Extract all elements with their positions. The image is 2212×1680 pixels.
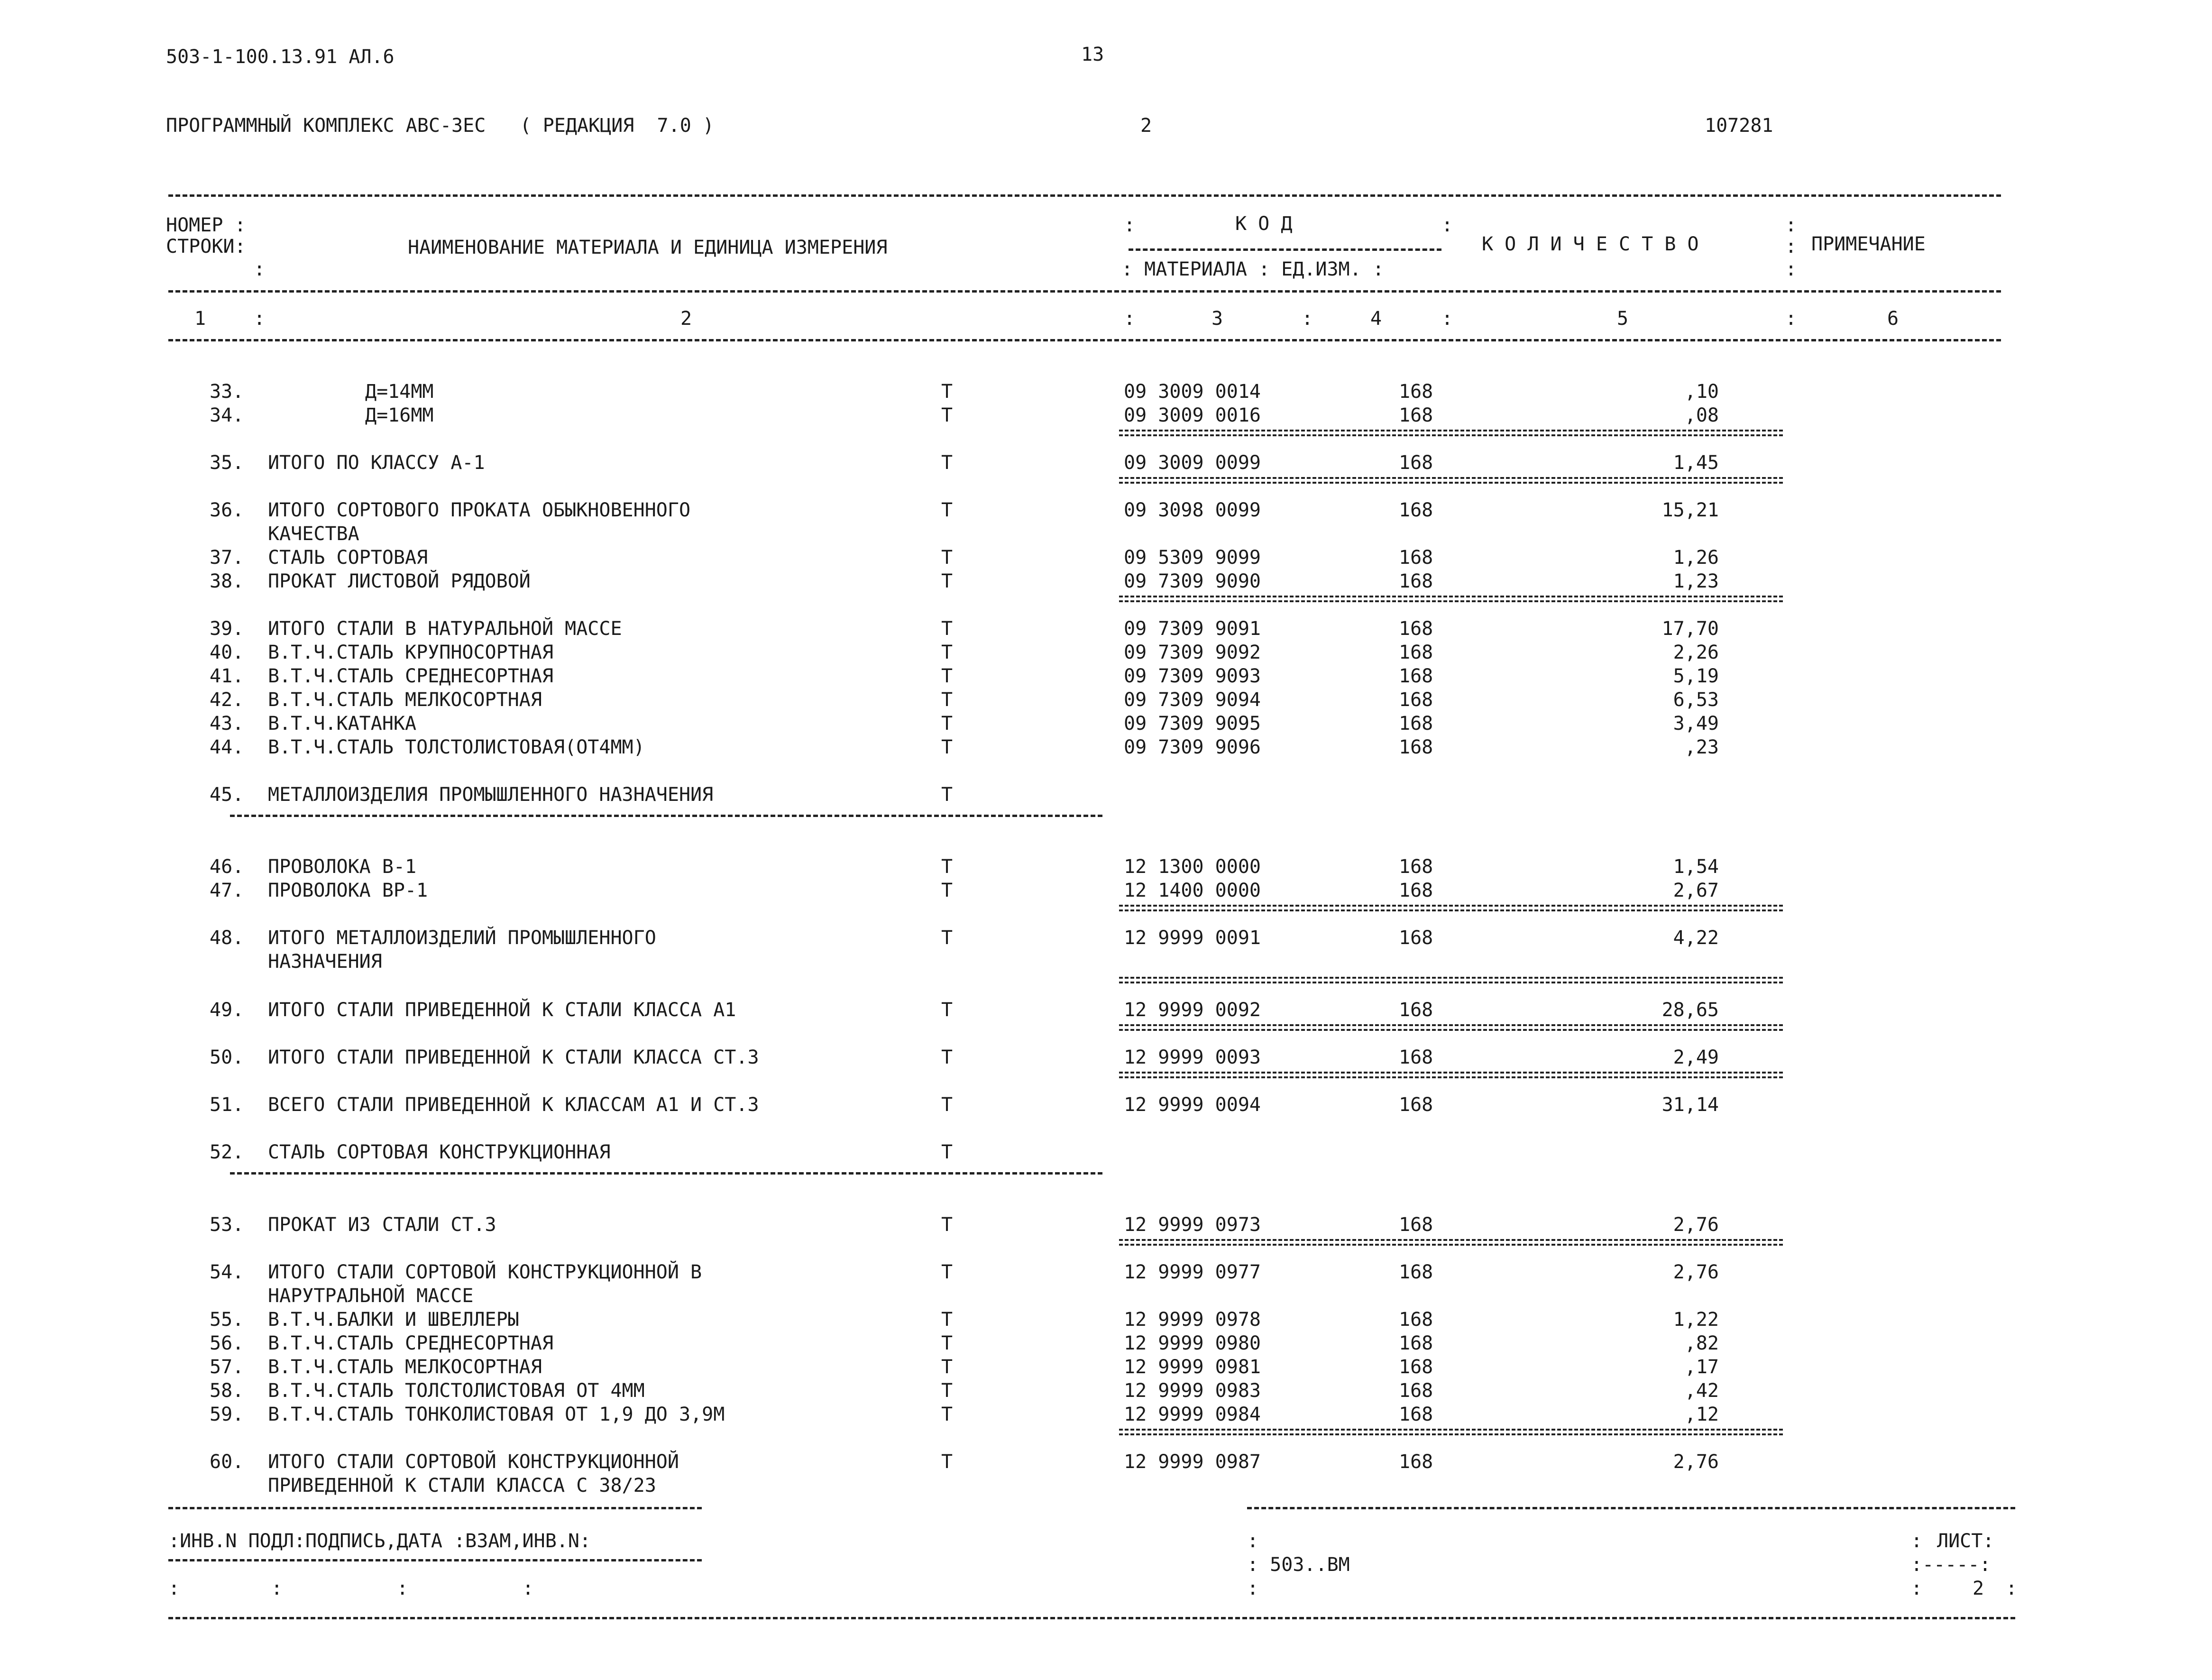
row-name: В.Т.Ч.СТАЛЬ МЕЛКОСОРТНАЯ xyxy=(268,1356,542,1378)
row-name: ИТОГО СТАЛИ В НАТУРАЛЬНОЙ МАССЕ xyxy=(268,618,622,640)
row-unit-code: 168 xyxy=(1399,1332,1433,1354)
header-kod-rule xyxy=(1129,248,1441,251)
total-rule xyxy=(1119,1072,1783,1078)
header-colon: : xyxy=(1785,258,1797,280)
section-number: 52. xyxy=(210,1141,244,1163)
header-colon: : xyxy=(1785,214,1797,236)
program-title: ПРОГРАММНЫЙ КОМПЛЕКС АВС-3ЕС ( РЕДАКЦИЯ 7.0 ) xyxy=(166,115,714,137)
total-rule xyxy=(1119,977,1783,983)
row-name: ИТОГО СТАЛИ СОРТОВОЙ КОНСТРУКЦИОННОЙ xyxy=(268,1451,679,1473)
row-unit-code: 168 xyxy=(1399,1094,1433,1116)
row-name: В.Т.Ч.СТАЛЬ ТОЛСТОЛИСТОВАЯ(ОТ4ММ) xyxy=(268,736,645,758)
row-unit-code: 168 xyxy=(1399,1261,1433,1283)
row-number: 47. xyxy=(210,880,244,901)
row-code: 12 9999 0987 xyxy=(1124,1451,1261,1473)
row-code: 12 1300 0000 xyxy=(1124,856,1261,878)
document-code: 503-1-100.13.91 АЛ.6 xyxy=(166,46,395,68)
sheet-label: ЛИСТ: xyxy=(1937,1530,1994,1552)
row-code: 12 9999 0093 xyxy=(1124,1047,1261,1068)
row-unit: Т xyxy=(941,1356,953,1378)
row-name-continuation: ПРИВЕДЕННОЙ К СТАЛИ КЛАССА С 38/23 xyxy=(268,1475,656,1496)
header-colon: : xyxy=(1785,236,1797,257)
row-name-continuation: НАРУТРАЛЬНОЙ МАССЕ xyxy=(268,1285,474,1307)
row-name: Д=16ММ xyxy=(365,404,434,426)
row-quantity: 28,65 xyxy=(1661,999,1719,1021)
header-number-b: СТРОКИ: xyxy=(166,236,246,257)
total-rule xyxy=(1119,1024,1783,1031)
row-quantity: 2,26 xyxy=(1673,642,1719,663)
total-rule xyxy=(1119,905,1783,911)
row-quantity: ,17 xyxy=(1684,1356,1719,1378)
row-name: ИТОГО ПО КЛАССУ А-1 xyxy=(268,452,485,474)
row-number: 46. xyxy=(210,856,244,878)
sheet-number: 2 xyxy=(1140,115,1152,137)
section-heading: МЕТАЛЛОИЗДЕЛИЯ ПРОМЫШЛЕННОГО НАЗНАЧЕНИЯ xyxy=(268,784,714,806)
row-unit-code: 168 xyxy=(1399,547,1433,569)
header-colon: : xyxy=(1124,214,1136,236)
row-unit: Т xyxy=(941,880,953,901)
row-name: В.Т.Ч.БАЛКИ И ШВЕЛЛЕРЫ xyxy=(268,1309,519,1331)
row-code: 12 9999 0978 xyxy=(1124,1309,1261,1331)
row-code: 09 3009 0014 xyxy=(1124,381,1261,403)
row-code: 09 7309 9092 xyxy=(1124,642,1261,663)
row-number: 35. xyxy=(210,452,244,474)
row-unit-code: 168 xyxy=(1399,1404,1433,1425)
row-unit: Т xyxy=(941,1047,953,1068)
stamp-colon: :-----: xyxy=(1911,1554,1991,1576)
total-rule xyxy=(1119,1429,1783,1435)
row-code: 09 3009 0016 xyxy=(1124,404,1261,426)
column-colon: : xyxy=(254,308,266,330)
row-number: 60. xyxy=(210,1451,244,1473)
row-quantity: 15,21 xyxy=(1661,499,1719,521)
row-unit: Т xyxy=(941,665,953,687)
row-quantity: 3,49 xyxy=(1673,713,1719,734)
row-code: 09 3009 0099 xyxy=(1124,452,1261,474)
row-name: СТАЛЬ СОРТОВАЯ xyxy=(268,547,428,569)
row-unit-code: 168 xyxy=(1399,880,1433,901)
row-number: 54. xyxy=(210,1261,244,1283)
row-code: 09 5309 9099 xyxy=(1124,547,1261,569)
column-numbers-rule xyxy=(168,339,2001,341)
section-rule xyxy=(230,815,1102,817)
header-note: ПРИМЕЧАНИЕ xyxy=(1811,233,1926,255)
row-quantity: 1,26 xyxy=(1673,547,1719,569)
row-name: ВСЕГО СТАЛИ ПРИВЕДЕННОЙ К КЛАССАМ А1 И СТ.3 xyxy=(268,1094,759,1116)
row-quantity: 5,19 xyxy=(1673,665,1719,687)
row-number: 37. xyxy=(210,547,244,569)
row-number: 40. xyxy=(210,642,244,663)
row-unit: Т xyxy=(941,1380,953,1402)
row-unit: Т xyxy=(941,713,953,734)
row-number: 39. xyxy=(210,618,244,640)
row-code: 12 9999 0981 xyxy=(1124,1356,1261,1378)
row-name: ПРОВОЛОКА ВР-1 xyxy=(268,880,428,901)
row-unit-code: 168 xyxy=(1399,642,1433,663)
column-colon: : xyxy=(1124,308,1136,330)
row-unit: Т xyxy=(941,618,953,640)
row-unit: Т xyxy=(941,499,953,521)
stamp-colon: : xyxy=(1911,1530,1923,1552)
row-unit-code: 168 xyxy=(1399,856,1433,878)
row-number: 33. xyxy=(210,381,244,403)
row-quantity: 2,67 xyxy=(1673,880,1719,901)
column-number-1: 1 xyxy=(194,308,206,330)
stamp-top-rule-left xyxy=(168,1507,702,1509)
total-rule xyxy=(1119,596,1783,602)
row-number: 38. xyxy=(210,570,244,592)
row-unit-code: 168 xyxy=(1399,499,1433,521)
row-name: В.Т.Ч.СТАЛЬ ТОЛСТОЛИСТОВАЯ ОТ 4ММ xyxy=(268,1380,645,1402)
row-name: В.Т.Ч.КАТАНКА xyxy=(268,713,417,734)
row-quantity: 17,70 xyxy=(1661,618,1719,640)
row-quantity: 2,76 xyxy=(1673,1261,1719,1283)
row-name: ИТОГО СОРТОВОГО ПРОКАТА ОБЫКНОВЕННОГО xyxy=(268,499,691,521)
row-number: 51. xyxy=(210,1094,244,1116)
row-code: 12 9999 0984 xyxy=(1124,1404,1261,1425)
row-quantity: 2,76 xyxy=(1673,1451,1719,1473)
row-quantity: 1,22 xyxy=(1673,1309,1719,1331)
row-unit: Т xyxy=(941,1332,953,1354)
document-id: 107281 xyxy=(1705,115,1773,137)
section-unit: Т xyxy=(941,1141,953,1163)
stamp-fields: :ИНВ.N ПОДЛ:ПОДПИСЬ,ДАТА :ВЗАМ,ИНВ.N: xyxy=(168,1530,591,1552)
row-quantity: ,23 xyxy=(1684,736,1719,758)
total-rule xyxy=(1119,477,1783,484)
row-number: 55. xyxy=(210,1309,244,1331)
row-unit: Т xyxy=(941,404,953,426)
row-number: 56. xyxy=(210,1332,244,1354)
row-name-continuation: НАЗНАЧЕНИЯ xyxy=(268,951,382,973)
row-number: 41. xyxy=(210,665,244,687)
column-colon: : xyxy=(1302,308,1313,330)
header-kod-subtitle: : МАТЕРИАЛА : ЕД.ИЗМ. : xyxy=(1121,258,1384,280)
sheet-value: 2 xyxy=(1973,1578,1984,1599)
row-quantity: 2,76 xyxy=(1673,1214,1719,1236)
row-unit-code: 168 xyxy=(1399,999,1433,1021)
header-kod: К О Д xyxy=(1235,213,1293,235)
row-unit: Т xyxy=(941,547,953,569)
row-number: 59. xyxy=(210,1404,244,1425)
section-rule xyxy=(230,1172,1102,1175)
row-unit-code: 168 xyxy=(1399,927,1433,949)
row-unit-code: 168 xyxy=(1399,1309,1433,1331)
row-name: В.Т.Ч.СТАЛЬ ТОНКОЛИСТОВАЯ ОТ 1,9 ДО 3,9М xyxy=(268,1404,725,1425)
row-unit: Т xyxy=(941,856,953,878)
row-number: 34. xyxy=(210,404,244,426)
row-code: 09 7309 9095 xyxy=(1124,713,1261,734)
row-unit: Т xyxy=(941,570,953,592)
header-colon: : xyxy=(1441,214,1453,236)
header-quantity: К О Л И Ч Е С Т В О xyxy=(1482,233,1699,255)
header-number-a: НОМЕР : xyxy=(166,214,246,236)
total-rule xyxy=(1119,430,1783,436)
stamp-colon: : xyxy=(1911,1578,1923,1599)
stamp-colon: : xyxy=(2006,1578,2018,1599)
row-unit-code: 168 xyxy=(1399,570,1433,592)
row-unit: Т xyxy=(941,689,953,711)
row-name: В.Т.Ч.СТАЛЬ СРЕДНЕСОРТНАЯ xyxy=(268,1332,554,1354)
row-number: 49. xyxy=(210,999,244,1021)
row-code: 12 9999 0091 xyxy=(1124,927,1261,949)
row-unit: Т xyxy=(941,1094,953,1116)
column-number-2: 2 xyxy=(680,308,692,330)
row-code: 12 9999 0983 xyxy=(1124,1380,1261,1402)
row-code: 12 1400 0000 xyxy=(1124,880,1261,901)
row-unit-code: 168 xyxy=(1399,404,1433,426)
stamp-mid-rule xyxy=(168,1559,702,1561)
row-unit-code: 168 xyxy=(1399,1047,1433,1068)
stamp-colon: : 503..ВМ xyxy=(1247,1554,1350,1576)
column-number-4: 4 xyxy=(1370,308,1382,330)
row-unit: Т xyxy=(941,381,953,403)
row-unit-code: 168 xyxy=(1399,1356,1433,1378)
row-name-continuation: КАЧЕСТВА xyxy=(268,523,359,545)
row-number: 43. xyxy=(210,713,244,734)
column-colon: : xyxy=(1785,308,1797,330)
section-number: 45. xyxy=(210,784,244,806)
row-name: В.Т.Ч.СТАЛЬ СРЕДНЕСОРТНАЯ xyxy=(268,665,554,687)
row-number: 42. xyxy=(210,689,244,711)
row-unit-code: 168 xyxy=(1399,665,1433,687)
row-unit: Т xyxy=(941,927,953,949)
row-number: 53. xyxy=(210,1214,244,1236)
header-bottom-rule xyxy=(168,290,2001,293)
row-code: 09 7309 9093 xyxy=(1124,665,1261,687)
column-number-6: 6 xyxy=(1887,308,1899,330)
row-number: 58. xyxy=(210,1380,244,1402)
row-quantity: ,82 xyxy=(1684,1332,1719,1354)
row-unit: Т xyxy=(941,1451,953,1473)
row-unit-code: 168 xyxy=(1399,1214,1433,1236)
row-code: 12 9999 0977 xyxy=(1124,1261,1261,1283)
row-number: 50. xyxy=(210,1047,244,1068)
row-unit-code: 168 xyxy=(1399,381,1433,403)
row-name: ИТОГО МЕТАЛЛОИЗДЕЛИЙ ПРОМЫШЛЕННОГО xyxy=(268,927,656,949)
row-unit: Т xyxy=(941,999,953,1021)
row-quantity: 1,54 xyxy=(1673,856,1719,878)
row-quantity: 4,22 xyxy=(1673,927,1719,949)
row-name: ИТОГО СТАЛИ ПРИВЕДЕННОЙ К СТАЛИ КЛАССА А1 xyxy=(268,999,736,1021)
row-code: 09 7309 9096 xyxy=(1124,736,1261,758)
row-quantity: 1,23 xyxy=(1673,570,1719,592)
row-unit-code: 168 xyxy=(1399,689,1433,711)
row-unit-code: 168 xyxy=(1399,452,1433,474)
row-quantity: ,10 xyxy=(1684,381,1719,403)
row-number: 36. xyxy=(210,499,244,521)
row-number: 57. xyxy=(210,1356,244,1378)
row-unit: Т xyxy=(941,1214,953,1236)
stamp-colon: : xyxy=(1247,1578,1259,1599)
row-unit-code: 168 xyxy=(1399,713,1433,734)
row-code: 12 9999 0980 xyxy=(1124,1332,1261,1354)
row-unit: Т xyxy=(941,452,953,474)
row-quantity: 1,45 xyxy=(1673,452,1719,474)
row-number: 48. xyxy=(210,927,244,949)
section-unit: Т xyxy=(941,784,953,806)
row-code: 09 7309 9091 xyxy=(1124,618,1261,640)
row-unit: Т xyxy=(941,1261,953,1283)
stamp-top-rule-right xyxy=(1247,1507,2015,1509)
row-unit: Т xyxy=(941,736,953,758)
row-unit-code: 168 xyxy=(1399,736,1433,758)
total-rule xyxy=(1119,1239,1783,1246)
row-code: 09 3098 0099 xyxy=(1124,499,1261,521)
section-heading: СТАЛЬ СОРТОВАЯ КОНСТРУКЦИОННАЯ xyxy=(268,1141,611,1163)
stamp-colon: : xyxy=(1247,1530,1259,1552)
table-top-rule xyxy=(168,194,2001,197)
row-name: ИТОГО СТАЛИ ПРИВЕДЕННОЙ К СТАЛИ КЛАССА СТ.3 xyxy=(268,1047,759,1068)
row-code: 09 7309 9094 xyxy=(1124,689,1261,711)
row-quantity: ,12 xyxy=(1684,1404,1719,1425)
header-number-c: : xyxy=(254,258,266,280)
row-name: В.Т.Ч.СТАЛЬ КРУПНОСОРТНАЯ xyxy=(268,642,554,663)
row-name: Д=14ММ xyxy=(365,381,434,403)
column-number-3: 3 xyxy=(1212,308,1223,330)
row-code: 09 7309 9090 xyxy=(1124,570,1261,592)
row-code: 12 9999 0092 xyxy=(1124,999,1261,1021)
row-quantity: ,08 xyxy=(1684,404,1719,426)
row-unit-code: 168 xyxy=(1399,618,1433,640)
row-name: ПРОКАТ ЛИСТОВОЙ РЯДОВОЙ xyxy=(268,570,531,592)
row-name: ПРОКАТ ИЗ СТАЛИ СТ.3 xyxy=(268,1214,496,1236)
column-number-5: 5 xyxy=(1617,308,1629,330)
row-code: 12 9999 0094 xyxy=(1124,1094,1261,1116)
row-quantity: 6,53 xyxy=(1673,689,1719,711)
row-code: 12 9999 0973 xyxy=(1124,1214,1261,1236)
row-name: ПРОВОЛОКА В-1 xyxy=(268,856,417,878)
page-number: 13 xyxy=(1081,44,1104,65)
row-quantity: ,42 xyxy=(1684,1380,1719,1402)
stamp-separators: : : : : xyxy=(168,1578,534,1599)
row-unit-code: 168 xyxy=(1399,1451,1433,1473)
row-quantity: 2,49 xyxy=(1673,1047,1719,1068)
row-name: В.Т.Ч.СТАЛЬ МЕЛКОСОРТНАЯ xyxy=(268,689,542,711)
column-colon: : xyxy=(1441,308,1453,330)
row-unit: Т xyxy=(941,642,953,663)
header-name: НАИМЕНОВАНИЕ МАТЕРИАЛА И ЕДИНИЦА ИЗМЕРЕНИЯ xyxy=(408,237,888,258)
row-number: 44. xyxy=(210,736,244,758)
stamp-bottom-rule xyxy=(168,1617,2015,1619)
row-quantity: 31,14 xyxy=(1661,1094,1719,1116)
document-reference: 503..ВМ xyxy=(1270,1554,1350,1576)
row-unit: Т xyxy=(941,1309,953,1331)
row-unit: Т xyxy=(941,1404,953,1425)
row-unit-code: 168 xyxy=(1399,1380,1433,1402)
row-name: ИТОГО СТАЛИ СОРТОВОЙ КОНСТРУКЦИОННОЙ В xyxy=(268,1261,702,1283)
